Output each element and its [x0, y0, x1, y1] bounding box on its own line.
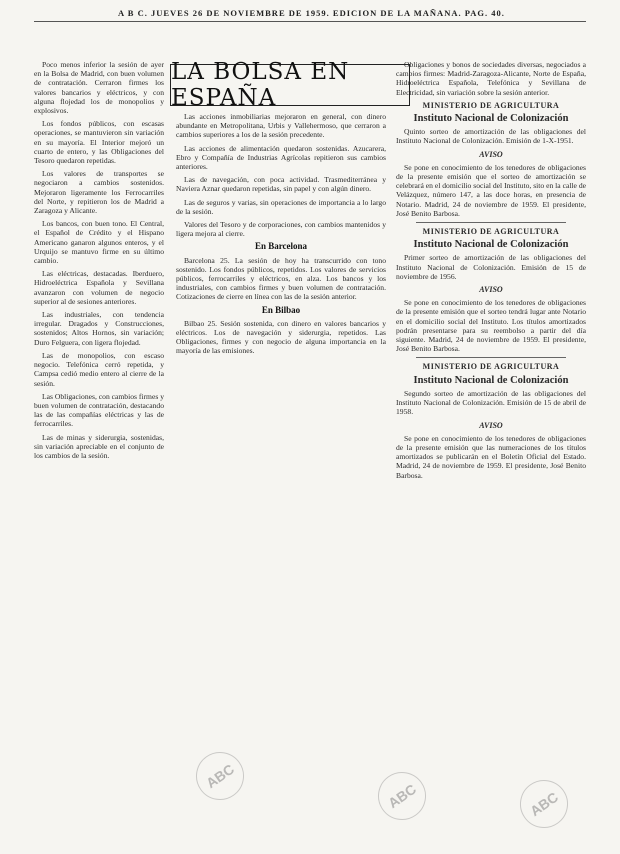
- notice-institute: Instituto Nacional de Colonización: [413, 113, 569, 125]
- paragraph: Las Obligaciones, con cambios firmes y buen volumen de contratación, destacando las de las compañías eléctricas y las de ferrocarriles.: [34, 391, 164, 429]
- paragraph: Los fondos públicos, con escasas operaciones, se mantuvieron sin variación en su mayoría. El Interior mejoró un cuarto de entero, y las Obligaciones del Tesoro quedaron repetidas.: [34, 119, 164, 166]
- notice-body: Se pone en conocimiento de los tenedores de obligaciones de la presente emisión que el sorteo de amortización se celebrará en el domicilio social del Instituto, sito en la calle de Velázquez, número 147, a las doce horas, en presencia de Notario. Madrid, 24 de noviembre de 1959. El presidente, José Benito Barbosa.: [396, 162, 586, 218]
- notice-subtitle: Quinto sorteo de amortización de las obligaciones del Instituto Nacional de Colonización. Emisión de 1-X-1951.: [396, 127, 586, 146]
- notice-ministry: MINISTERIO DE AGRICULTURA: [422, 100, 560, 110]
- paragraph: Las de minas y siderurgia, sostenidas, sin variación apreciable en el conjunto de los cambios de la sesión.: [34, 432, 164, 460]
- notice-institute: Instituto Nacional de Colonización: [413, 239, 569, 251]
- header-rule: [34, 21, 586, 22]
- paragraph: Poco menos inferior la sesión de ayer en la Bolsa de Madrid, con buen volumen de contratación. Cerraron firmes los valores bancarios y eléctricos, y con alguna flojedad los de monopolios y explosivos.: [34, 60, 164, 116]
- notice-body: Se pone en conocimiento de los tenedores de obligaciones de la presente emisión que el sorteo tendrá lugar ante Notario en el domicilio social del Instituto. Los títulos amortizados podrán presentarse para su reembolso a partir del día siguiente. Madrid, 24 de noviembre de 1959. El presidente, José Benito Barbosa.: [396, 298, 586, 354]
- paragraph: Las acciones de alimentación quedaron sostenidas. Azucarera, Ebro y Compañía de Industrias Agrícolas repitieron sus cambios anteriores.: [176, 143, 386, 172]
- header-dateline: A B C. JUEVES 26 DE NOVIEMBRE DE 1959. EDICION DE LA MAÑANA. PAG. 40.: [118, 8, 505, 18]
- notice-institute: Instituto Nacional de Colonización: [413, 374, 569, 386]
- notice-aviso: AVISO: [479, 420, 503, 430]
- paragraph: Las de navegación, con poca actividad. Trasmediterránea y Naviera Aznar quedaron repetidas, sin papel y con algún dinero.: [176, 175, 386, 194]
- notice-block: [396, 227, 586, 353]
- divider: [416, 357, 566, 358]
- abc-watermark: ABC: [187, 743, 254, 810]
- barcelona-report: Barcelona 25. La sesión de hoy ha transcurrido con tono sostenido. Los fondos públicos, repetidos. Los valores de servicios públicos, ferrocarriles y eléctricos, en alza. Los bancos y los industriales, con cambios firmes y buen volumen de contratación. Cotizaciones de cierre en línea con las de la sesión anterior.: [176, 255, 386, 302]
- notice-subtitle: Primer sorteo de amortización de las obligaciones del Instituto Nacional de Colonización. Emisión de 15 de noviembre de 1956.: [396, 253, 586, 281]
- notice-block: [396, 362, 586, 479]
- paragraph: Las de seguros y varias, sin operaciones de importancia a lo largo de la sesión.: [176, 197, 386, 216]
- notice-subtitle: Segundo sorteo de amortización de las obligaciones del Instituto Nacional de Colonización. Emisión de 15 de abril de 1958.: [396, 388, 586, 417]
- column-right: [396, 60, 586, 840]
- abc-watermark: ABC: [511, 771, 578, 838]
- divider: [416, 222, 566, 223]
- section-title-box: [170, 59, 410, 111]
- paragraph: Las eléctricas, destacadas. Iberduero, Hidroeléctrica Española y Sevillana avanzaron con volumen de negocio superior al de sesiones anteriores.: [34, 269, 164, 306]
- barcelona-heading: En Barcelona: [254, 241, 308, 252]
- notice-block: [396, 101, 586, 218]
- paragraph: Las acciones inmobiliarias mejoraron en general, con dinero abundante en Metropolitana, Urbis y Vallehermoso, que cerraron a cambios superiores a los de la sesión precedente.: [176, 112, 386, 140]
- page-header: [0, 0, 620, 30]
- paragraph: Obligaciones y bonos de sociedades diversas, negociados a cambios firmes: Madrid-Zaragoza-Alicante, Norte de España, Hidroeléctrica Española, Telefónica y Sevillana de Electricidad, sin variación sobre la sesión anterior.: [396, 60, 586, 97]
- bilbao-heading: En Bilbao: [261, 304, 301, 315]
- paragraph: Los bancos, con buen tono. El Central, el Español de Crédito y el Hispano Americano ganaron algunos enteros, y el Urquijo se mantuvo firme en su último cambio.: [34, 219, 164, 266]
- notice-ministry: MINISTERIO DE AGRICULTURA: [422, 362, 560, 372]
- column-middle: [176, 112, 386, 840]
- abc-watermark: ABC: [369, 763, 436, 830]
- notice-body: Se pone en conocimiento de los tenedores de obligaciones de la presente emisión que las numeraciones de los títulos amortizados se publicarán en el Boletín Oficial del Estado. Madrid, 24 de noviembre de 1959. El presidente, José Benito Barbosa.: [396, 433, 586, 480]
- paragraph: Las de monopolios, con escaso negocio. Telefónica cerró repetida, y Campsa cedió medio entero al cierre de la sesión.: [34, 350, 164, 388]
- column-left: [34, 60, 164, 840]
- paragraph: Valores del Tesoro y de corporaciones, con cambios mantenidos y ligera mejora al cierre.: [176, 220, 386, 239]
- section-title: LA BOLSA EN ESPAÑA: [171, 59, 350, 111]
- bilbao-report: Bilbao 25. Sesión sostenida, con dinero en valores bancarios y eléctricos. Los de navegación y siderurgia, repetidos. Las Obligaciones, firmes y con negocio de alguna importancia en la mayoría de las emisiones.: [176, 318, 386, 356]
- paragraph: Las industriales, con tendencia irregular. Dragados y Construcciones, sostenidos; Altos Hornos, sin variación; Duro Felguera, con ligera flojedad.: [34, 310, 164, 347]
- notice-aviso: AVISO: [479, 149, 503, 159]
- notice-aviso: AVISO: [479, 285, 503, 295]
- paragraph: Los valores de transportes se negociaron a cambios sostenidos. Mejoraron ligeramente los Ferrocarriles del Norte, y repitieron los de Madrid a Zaragoza y Alicante.: [34, 169, 164, 216]
- notice-ministry: MINISTERIO DE AGRICULTURA: [422, 227, 560, 237]
